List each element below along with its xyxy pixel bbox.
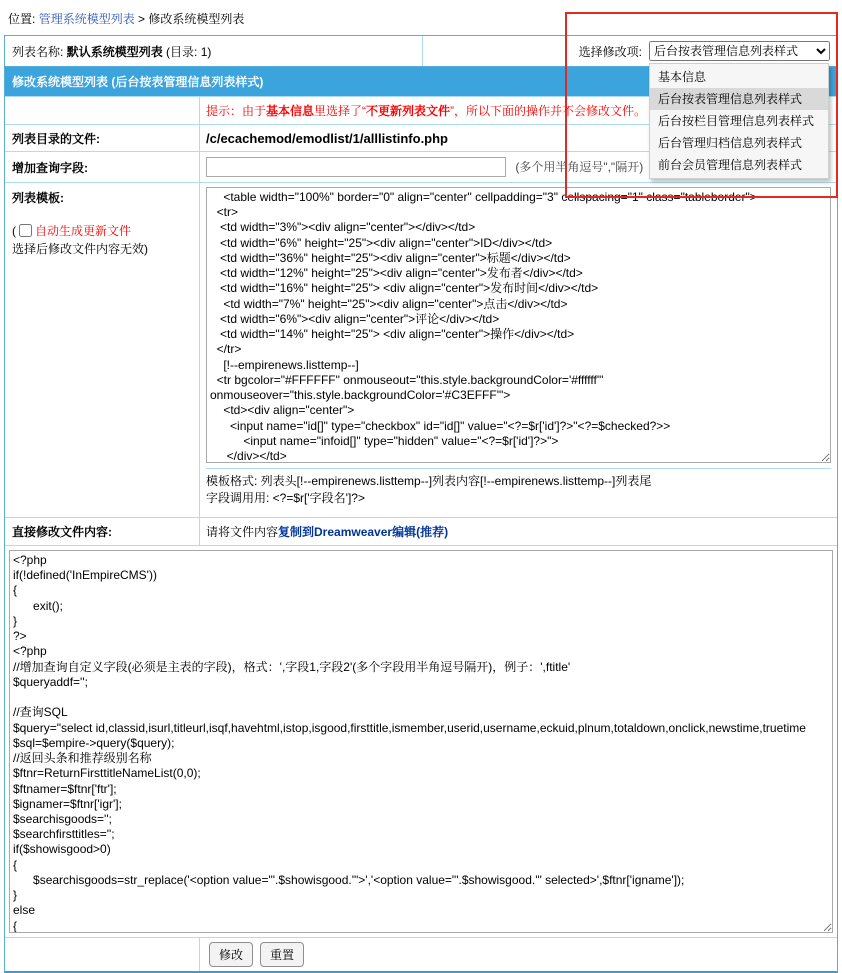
hint-part: 提示：由于 [206, 104, 267, 118]
auto-generate-note: 选择后修改文件内容无效) [12, 242, 148, 256]
list-dir-value: (目录: 1) [166, 44, 212, 59]
modify-item-dropdown [649, 63, 829, 179]
hint-bold: 基本信息 [266, 104, 315, 118]
modify-item-label: 选择修改项: [578, 44, 642, 59]
direct-edit-label: 直接修改文件内容: [5, 518, 200, 545]
auto-generate-prefix: ( [12, 224, 16, 238]
breadcrumb [0, 0, 842, 35]
query-field-label: 增加查询字段: [5, 152, 200, 182]
template-row [5, 182, 837, 517]
file-path-label: 列表目录的文件: [5, 125, 200, 151]
hint-part: 里选择了“ [314, 104, 367, 118]
template-label-cell [5, 183, 200, 517]
direct-edit-row [5, 517, 837, 545]
dropdown-option-column-list-style[interactable]: 后台按栏目管理信息列表样式 [658, 114, 815, 128]
breadcrumb-current: 修改系统模型列表 [148, 12, 245, 26]
section-header: 修改系统模型列表 (后台按表管理信息列表样式) [5, 66, 837, 96]
breadcrumb-link-model-list[interactable]: 管理系统模型列表 [38, 12, 135, 26]
dropdown-option-basic-info[interactable]: 基本信息 [658, 70, 707, 84]
template-label: 列表模板: [12, 191, 64, 205]
breadcrumb-prefix: 位置: [8, 12, 36, 26]
auto-generate-block [12, 222, 195, 258]
buttons-wrap [200, 938, 304, 971]
breadcrumb-separator: > [138, 12, 146, 26]
template-field-line: 字段调用用: <?=$r['字段名']?> [206, 491, 365, 505]
file-path-value: /c/ecachemod/emodlist/1/alllistinfo.php [206, 130, 448, 146]
modify-button[interactable]: 修改 [209, 942, 253, 967]
template-format-block [206, 468, 831, 513]
list-name-cell [5, 36, 423, 66]
query-field-input[interactable] [206, 157, 506, 177]
query-field-hint: (多个用半角逗号","隔开) [515, 160, 644, 174]
modify-item-select[interactable] [649, 41, 830, 61]
file-content-row [5, 545, 837, 937]
direct-edit-text: 请将文件内容 [206, 525, 279, 539]
direct-edit-cell [200, 519, 837, 544]
buttons-row [5, 937, 837, 971]
modify-item-cell [423, 41, 837, 61]
list-name-value: 默认系统模型列表 [66, 44, 163, 59]
reset-button[interactable]: 重置 [260, 942, 304, 967]
file-content-textarea[interactable] [9, 550, 833, 933]
template-cell [200, 183, 837, 517]
dropdown-option-table-list-style[interactable]: 后台按表管理信息列表样式 [650, 88, 828, 110]
dropdown-option-archive-list-style[interactable]: 后台管理归档信息列表样式 [658, 136, 803, 150]
auto-generate-label: 自动生成更新文件 [35, 224, 132, 238]
list-name-label: 列表名称: [12, 44, 64, 59]
dropdown-option-member-list-style[interactable]: 前台会员管理信息列表样式 [658, 158, 803, 172]
hint-bold: 不更新列表文件 [366, 104, 451, 118]
buttons-spacer [5, 938, 200, 971]
hint-part: ”，所以下面的操作并不会修改文件。 [450, 104, 647, 118]
auto-generate-checkbox[interactable] [19, 224, 32, 237]
template-format-line: 模板格式: 列表头[!--empirenews.listtemp--]列表内容[!--empirenews.listtemp--]列表尾 [206, 474, 652, 488]
dreamweaver-link[interactable]: 复制到Dreamweaver编辑(推荐) [278, 525, 449, 539]
template-textarea[interactable] [206, 187, 831, 463]
hint-row-label-cell [5, 97, 200, 124]
list-name-row [5, 36, 837, 66]
